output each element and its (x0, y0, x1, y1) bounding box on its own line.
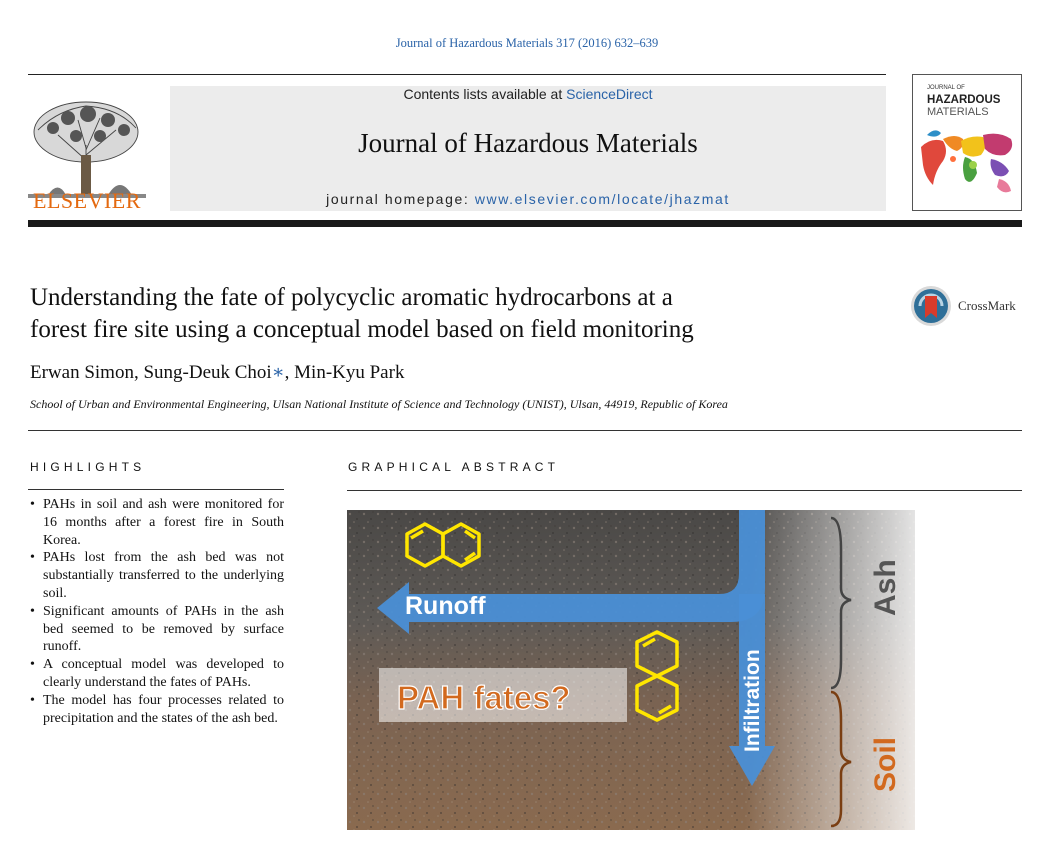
highlight-item: • PAHs in soil and ash were monitored for 16 months after a forest fire in South Korea. (28, 496, 284, 549)
article-title-line1: Understanding the fate of polycyclic aromatic hydrocarbons at a (30, 284, 673, 311)
journal-banner (170, 86, 886, 211)
author-list (30, 361, 404, 384)
highlights-rule (28, 489, 284, 490)
graphical-abstract-svg (347, 510, 915, 830)
infiltration-label: Infiltration (741, 649, 764, 752)
highlight-item: • The model has four processes related to precipitation and the states of the ash bed. (28, 692, 284, 728)
journal-citation[interactable]: Journal of Hazardous Materials 317 (2016) 632–639 (395, 36, 659, 50)
publisher-name[interactable]: ELSEVIER (33, 188, 141, 213)
graphical-abstract-heading: GRAPHICAL ABSTRACT (348, 460, 560, 474)
authors-part2: , Min-Kyu Park (284, 362, 405, 383)
graphical-abstract-image (347, 510, 915, 830)
homepage-line (170, 191, 886, 207)
header-thick-rule (28, 220, 1022, 227)
runoff-label: Runoff (405, 592, 486, 620)
cover-small-text: JOURNAL OF (927, 85, 965, 91)
soil-label: Soil (869, 736, 902, 792)
section-rule (28, 430, 1022, 431)
homepage-link[interactable]: www.elsevier.com/locate/jhazmat (474, 191, 730, 207)
corresponding-author-marker[interactable]: ∗ (271, 362, 285, 383)
cover-title-line1: HAZARDOUS (927, 94, 1001, 106)
highlight-item: • Significant amounts of PAHs in the ash bed seemed to be removed by surface runoff. (28, 603, 284, 656)
journal-title: Journal of Hazardous Materials (358, 128, 698, 158)
highlights-list (28, 496, 284, 727)
contents-prefix: Contents lists available at (403, 86, 567, 102)
highlights-heading: HIGHLIGHTS (30, 460, 146, 474)
affiliation: School of Urban and Environmental Engineering, Ulsan National Institute of Science and Technology (UNIST), Ulsan, 44919, Republic of Korea (30, 397, 728, 411)
homepage-prefix: journal homepage: (326, 191, 475, 207)
question-label: PAH fates? (397, 679, 571, 716)
header-rule (28, 74, 886, 75)
graphical-abstract-rule (347, 490, 1022, 491)
authors-part1: Erwan Simon, Sung-Deuk Choi (30, 362, 272, 383)
article-title-line2: forest fire site using a conceptual model based on field monitoring (30, 316, 694, 343)
journal-cover-thumbnail[interactable] (912, 74, 1022, 211)
sciencedirect-link[interactable]: ScienceDirect (566, 86, 653, 102)
highlight-item: • A conceptual model was developed to clearly understand the fates of PAHs. (28, 656, 284, 692)
contents-line (170, 86, 886, 102)
crossmark-label[interactable]: CrossMark (958, 298, 1016, 313)
cover-title-line2: MATERIALS (927, 106, 989, 118)
article-title (30, 282, 890, 346)
ash-label: Ash (869, 559, 902, 616)
highlight-item: • PAHs lost from the ash bed was not substantially transferred to the underlying soil. (28, 549, 284, 602)
